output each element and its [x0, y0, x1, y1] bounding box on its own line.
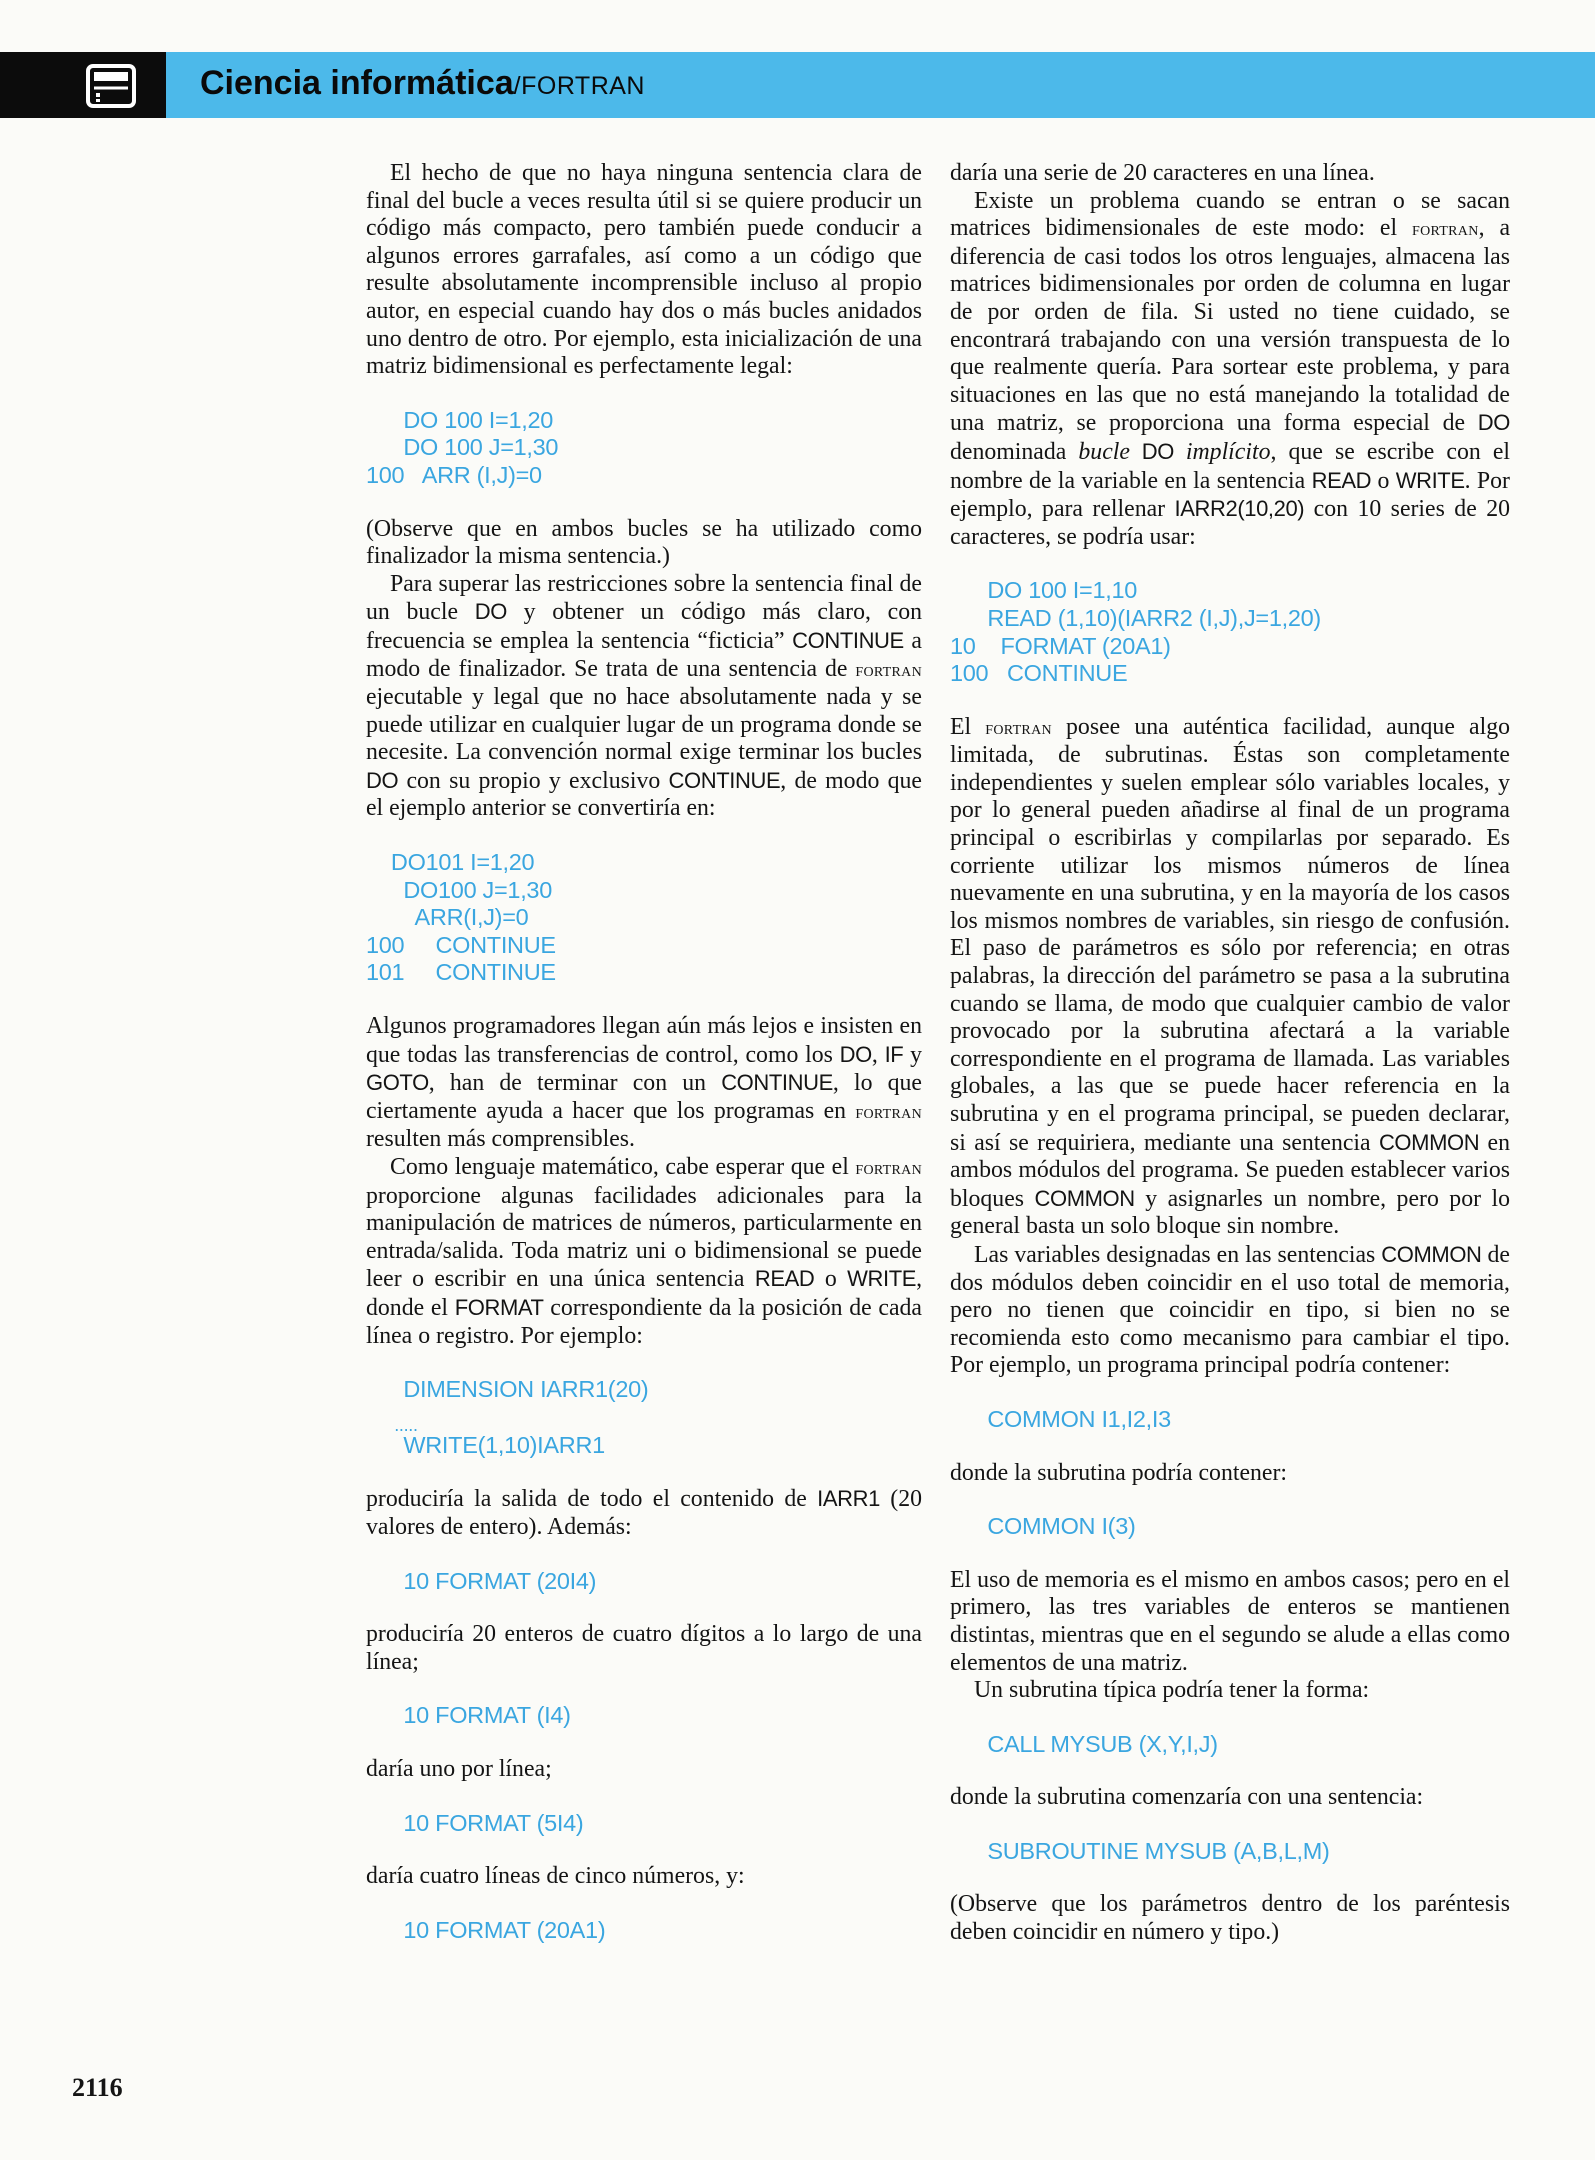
paragraph: (Observe que los parámetros dentro de los paréntesis deben coincidir en número y tipo.): [950, 1891, 1510, 1946]
paragraph: produciría 20 enteros de cuatro dígitos a lo largo de una línea;: [366, 1621, 922, 1675]
code-line: CALL MYSUB (X,Y,I,J): [950, 1730, 1218, 1757]
code-line: DO 100 I=1,20: [366, 406, 553, 433]
section-name: Ciencia informática: [200, 64, 514, 102]
paragraph: Las variables designadas en las sentencias COMMON de dos módulos deben coincidir en el uso total de memoria, pero no tienen que coincidir en tipo, si bien no se recomienda esto como mecanismo para cambiar el tipo. Por ejemplo, un programa principal podría contener:: [950, 1241, 1510, 1379]
code-block: [366, 849, 922, 987]
left-column: [366, 160, 922, 1970]
code-line: 100 ARR (I,J)=0: [366, 461, 542, 488]
code-block: [950, 1731, 1510, 1759]
code-line: WRITE(1,10)IARR1: [366, 1431, 605, 1458]
code-line: 10 FORMAT (20A1): [366, 1916, 606, 1943]
code-line: DO 100 J=1,30: [366, 434, 559, 461]
code-line: 10 FORMAT (I4): [366, 1702, 571, 1729]
paragraph: Existe un problema cuando se entran o se sacan matrices bidimensionales de este modo: el fortran, a diferencia de casi todos los otros lenguajes, almacena las matrices bidimensionales por orden de columna en lugar de por orden de fila. Si usted no tiene cuidado, se encontrará trabajando con una versión transpuesta de lo que realmente quería. Para sortear este problema, y para situaciones en las que no está manejando la totalidad de una matriz, se proporciona una forma especial de DO denominada bucle DO implícito, que se escribe con el nombre de la variable en la sentencia READ o WRITE. Por ejemplo, para rellenar IARR2(10,20) con 10 series de 20 caracteres, se podría usar:: [950, 187, 1511, 550]
paragraph: donde la subrutina comenzaría con una sentencia:: [950, 1784, 1424, 1811]
code-line: 100 CONTINUE: [950, 660, 1128, 687]
paragraph: Un subrutina típica podría tener la forma:: [974, 1677, 1370, 1704]
code-line: DO 100 I=1,10: [950, 577, 1137, 604]
code-line: COMMON I1,I2,I3: [950, 1405, 1171, 1432]
code-line: DIMENSION IARR1(20): [366, 1376, 649, 1403]
paragraph: Como lenguaje matemático, cabe esperar que el fortran proporcione algunas facilidades adicionales para la manipulación de matrices de números, particularmente en entrada/salida. Toda matriz uni o bidimensional se puede leer o escribir en una única sentencia READ o WRITE, donde el FORMAT correspondiente da la posición de cada línea o registro. Por ejemplo:: [366, 1154, 923, 1349]
code-block: [366, 1568, 922, 1596]
code-line: READ (1,10)(IARR2 (I,J),J=1,20): [950, 604, 1321, 631]
code-line: 10 FORMAT (5I4): [366, 1809, 584, 1836]
page-number: 2116: [72, 2073, 123, 2102]
code-block: [366, 1376, 922, 1459]
code-block: [366, 407, 922, 490]
paragraph: Algunos programadores llegan aún más lejos e insisten en que todas las transferencias de control, como los DO, IF y GOTO, han de terminar con un CONTINUE, lo que ciertamente ayuda a hacer que los programas en fortran resulten más comprensibles.: [366, 1013, 922, 1153]
section-subname: /FORTRAN: [513, 72, 645, 100]
code-block: [950, 1406, 1510, 1434]
code-line: DO101 I=1,20: [366, 849, 535, 876]
paragraph: El hecho de que no haya ninguna sentencia clara de final del bucle a veces resulta útil si se quiere producir un código más compacto, pero también puede conducir a algunos errores garrafales, así como a un código que resulte absolutamente incomprensible incluso al propio autor, en especial cuando hay dos o más bucles anidados uno dentro de otro. Por ejemplo, esta inicialización de una matriz bidimensional es perfectamente legal:: [366, 160, 922, 380]
code-block: [950, 1838, 1510, 1866]
paragraph: Para superar las restricciones sobre la sentencia final de un bucle DO y obtener un código más claro, con frecuencia se emplea la sentencia “ficticia” CONTINUE a modo de finalizador. Se trata de una sentencia de fortran ejecutable y legal que no hace absolutamente nada y se puede utilizar en cualquier lugar de un programa donde se necesite. La convención normal exige terminar los bucles DO con su propio y exclusivo CONTINUE, de modo que el ejemplo anterior se convertiría en:: [366, 570, 922, 822]
code-block: [950, 577, 1510, 687]
code-ellipsis: .....: [366, 1414, 418, 1435]
right-column: [950, 160, 1510, 1947]
code-line: COMMON I(3): [950, 1513, 1136, 1540]
paragraph: El uso de memoria es el mismo en ambos casos; pero en el primero, las tres variables de enteros se mantienen distintas, mientras que en el segundo se alude a ellas como elementos de una matriz.: [950, 1566, 1510, 1676]
code-line: DO100 J=1,30: [366, 876, 552, 903]
section-icon-box: [0, 52, 166, 118]
code-block: [366, 1702, 922, 1730]
section-title: [200, 58, 645, 108]
code-block: [366, 1810, 922, 1838]
paragraph: (Observe que en ambos bucles se ha utilizado como finalizador la misma sentencia.): [366, 515, 922, 570]
paragraph: daría una serie de 20 caracteres en una línea.: [950, 160, 1375, 186]
code-block: [950, 1513, 1510, 1541]
paragraph: El fortran posee una auténtica facilidad, aunque algo limitada, de subrutinas. Éstas son completamente independientes y suelen emplear sólo variables locales, y por lo general pueden añadirse al final de un programa principal o escribirlas y compilarlas por separado. Es corriente utilizar los mismos números de línea nuevamente en una subrutina, y en la mayoría de los casos los mismos nombres de variables, sin riesgo de confusión. El paso de parámetros es sólo por referencia; en otras palabras, la dirección del parámetro se pasa a la subrutina cuando se llama, de modo que cualquier cambio de valor provocado por la subrutina afectará a la variable correspondiente en el programa de llamada. Las variables globales, a las que se puede hacer referencia en la subrutina y en el programa principal, se pueden declarar, si así se requiriera, mediante una sentencia COMMON en ambos módulos del programa. Se pueden establecer varios bloques COMMON y asignarles un nombre, pero por lo general basta un solo bloque sin nombre.: [950, 713, 1510, 1240]
paragraph: produciría la salida de todo el contenido de IARR1 (20 valores de entero). Además:: [366, 1486, 922, 1540]
code-line: 10 FORMAT (20I4): [366, 1567, 597, 1594]
code-line: 101 CONTINUE: [366, 959, 556, 986]
code-line: 10 FORMAT (20A1): [950, 632, 1171, 659]
code-line: 100 CONTINUE: [366, 931, 556, 958]
paragraph: donde la subrutina podría contener:: [950, 1459, 1288, 1486]
code-line: SUBROUTINE MYSUB (A,B,L,M): [950, 1837, 1330, 1864]
computer-icon: [86, 64, 136, 108]
code-block: [366, 1917, 922, 1945]
code-line: ARR(I,J)=0: [366, 904, 529, 931]
paragraph: daría cuatro líneas de cinco números, y:: [366, 1863, 745, 1890]
paragraph: daría uno por línea;: [366, 1755, 552, 1782]
